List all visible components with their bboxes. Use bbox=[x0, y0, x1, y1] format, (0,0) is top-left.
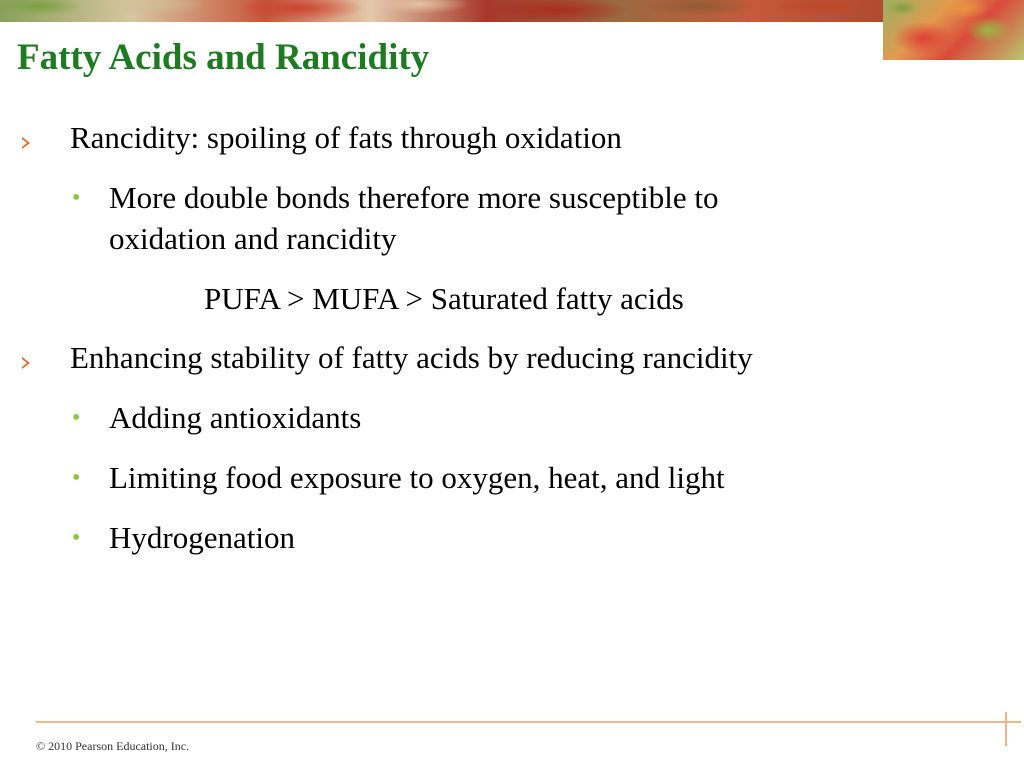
bullet-rancidity-definition: Rancidity: spoiling of fats through oxidation bbox=[70, 120, 622, 155]
arrowhead-bullet-icon bbox=[22, 357, 30, 369]
dot-bullet-icon: • bbox=[72, 405, 81, 431]
header-food-photo-strip bbox=[0, 0, 883, 22]
dot-bullet-icon: • bbox=[72, 465, 81, 491]
dot-bullet-icon: • bbox=[72, 525, 81, 551]
arrowhead-bullet-icon bbox=[22, 137, 30, 149]
bullet-enhancing-stability: Enhancing stability of fatty acids by reducing rancidity bbox=[70, 340, 753, 375]
sub-bullet-antioxidants: Adding antioxidants bbox=[109, 400, 362, 435]
fatty-acid-ordering: PUFA > MUFA > Saturated fatty acids bbox=[204, 281, 684, 316]
slide-title: Fatty Acids and Rancidity bbox=[17, 37, 430, 78]
sub-bullet-double-bonds-line1: More double bonds therefore more susceptible to bbox=[109, 180, 719, 215]
sub-bullet-double-bonds-line2: oxidation and rancidity bbox=[109, 221, 397, 256]
sub-bullet-hydrogenation: Hydrogenation bbox=[109, 520, 295, 555]
sub-bullet-limiting-exposure: Limiting food exposure to oxygen, heat, and light bbox=[109, 460, 725, 495]
footer-rule bbox=[36, 721, 1021, 723]
footer-rule-tick bbox=[1005, 712, 1007, 746]
footer-copyright: © 2010 Pearson Education, Inc. bbox=[36, 739, 190, 753]
header-corner-food-photo bbox=[883, 0, 1024, 60]
dot-bullet-icon: • bbox=[72, 185, 81, 211]
